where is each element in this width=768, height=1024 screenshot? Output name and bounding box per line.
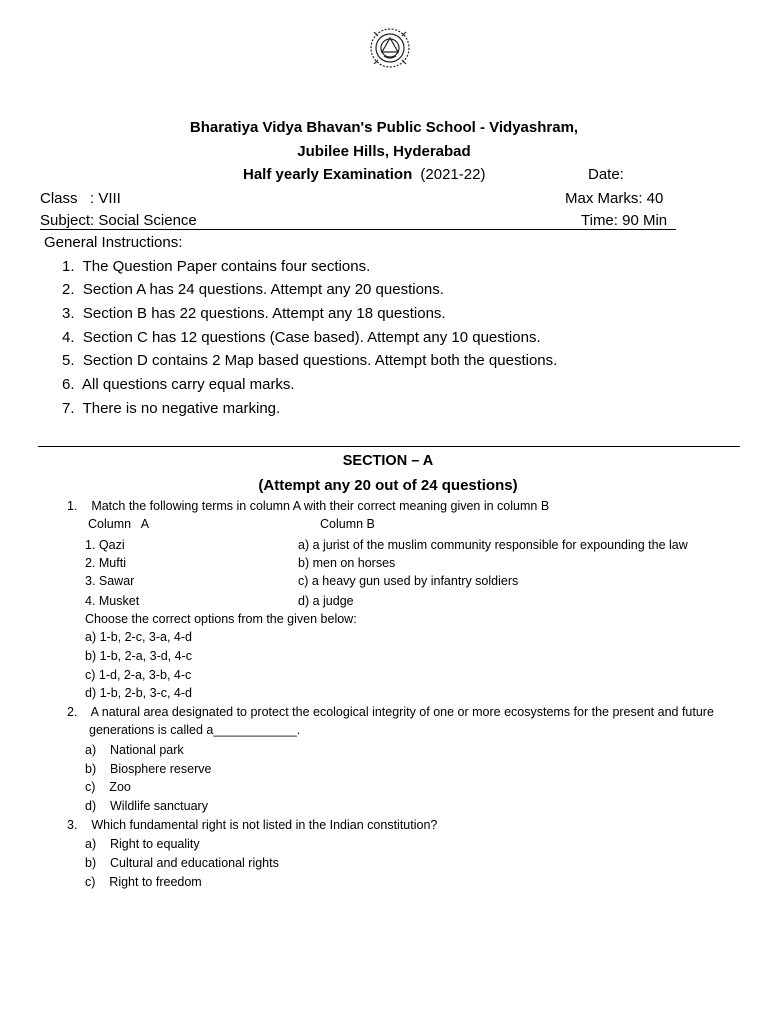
- column-a-header: Column A: [88, 517, 150, 531]
- instruction-item: 7. There is no negative marking.: [62, 400, 281, 417]
- question-2-text: 2. A natural area designated to protect the ecological integrity of one or more ecosystems for the present and future: [67, 705, 714, 719]
- column-a-item: 3. Sawar: [85, 574, 135, 588]
- section-a-subtitle: (Attempt any 20 out of 24 questions): [258, 477, 518, 494]
- question-1-option: c) 1-d, 2-a, 3-b, 4-c: [85, 668, 192, 682]
- question-3-option: b) Cultural and educational rights: [85, 856, 279, 870]
- question-2-text-cont: generations is called a____________.: [89, 723, 301, 737]
- question-1-option: d) 1-b, 2-b, 3-c, 4-d: [85, 686, 192, 700]
- exam-time: Time: 90 Min: [581, 212, 668, 229]
- instruction-item: 2. Section A has 24 questions. Attempt any 20 questions.: [62, 281, 444, 298]
- question-3-text: 3. Which fundamental right is not listed in the Indian constitution?: [67, 818, 438, 832]
- question-1-option: b) 1-b, 2-a, 3-d, 4-c: [85, 649, 192, 663]
- column-b-item: d) a judge: [298, 594, 354, 608]
- column-a-item: 2. Mufti: [85, 556, 126, 570]
- column-a-item: 1. Qazi: [85, 538, 125, 552]
- column-a-item: 4. Musket: [85, 594, 140, 608]
- exam-name: Half yearly Examination: [243, 166, 413, 183]
- question-1-text: 1. Match the following terms in column A with their correct meaning given in column B: [67, 499, 550, 513]
- max-marks: Max Marks: 40: [565, 190, 664, 207]
- question-2-option: d) Wildlife sanctuary: [85, 799, 208, 813]
- school-location: Jubilee Hills, Hyderabad: [297, 143, 471, 160]
- instruction-item: 6. All questions carry equal marks.: [62, 376, 295, 393]
- school-name: Bharatiya Vidya Bhavan's Public School - Vidyashram,: [189, 119, 579, 136]
- column-b-item: c) a heavy gun used by infantry soldiers: [298, 574, 519, 588]
- question-2-option: b) Biosphere reserve: [85, 762, 212, 776]
- column-b-item: b) men on horses: [298, 556, 396, 570]
- question-1-instruction: Choose the correct options from the given below:: [85, 612, 357, 626]
- date-label: Date:: [588, 166, 624, 183]
- instruction-item: 3. Section B has 22 questions. Attempt any 18 questions.: [62, 305, 446, 322]
- question-3-option: a) Right to equality: [85, 837, 200, 851]
- column-b-item: a) a jurist of the muslim community responsible for expounding the law: [298, 538, 688, 552]
- subject-label: Subject: Social Science: [40, 212, 197, 229]
- exam-title: [243, 166, 485, 183]
- instruction-item: 4. Section C has 12 questions (Case based). Attempt any 10 questions.: [62, 329, 541, 346]
- question-2-option: c) Zoo: [85, 780, 131, 794]
- instructions-heading: General Instructions:: [44, 234, 183, 251]
- section-a-title: SECTION – A: [342, 453, 434, 469]
- section-divider: [38, 446, 740, 447]
- column-b-header: Column B: [320, 517, 375, 531]
- question-3-option: c) Right to freedom: [85, 875, 202, 889]
- instruction-item: 1. The Question Paper contains four sections.: [62, 258, 371, 275]
- question-1-option: a) 1-b, 2-c, 3-a, 4-d: [85, 630, 192, 644]
- exam-year: (2021-22): [420, 166, 486, 183]
- question-2-option: a) National park: [85, 743, 184, 757]
- class-label: Class : VIII: [40, 190, 121, 207]
- instruction-item: 5. Section D contains 2 Map based questions. Attempt both the questions.: [62, 352, 558, 369]
- school-emblem-icon: [364, 26, 416, 70]
- subject-underline: [40, 229, 676, 230]
